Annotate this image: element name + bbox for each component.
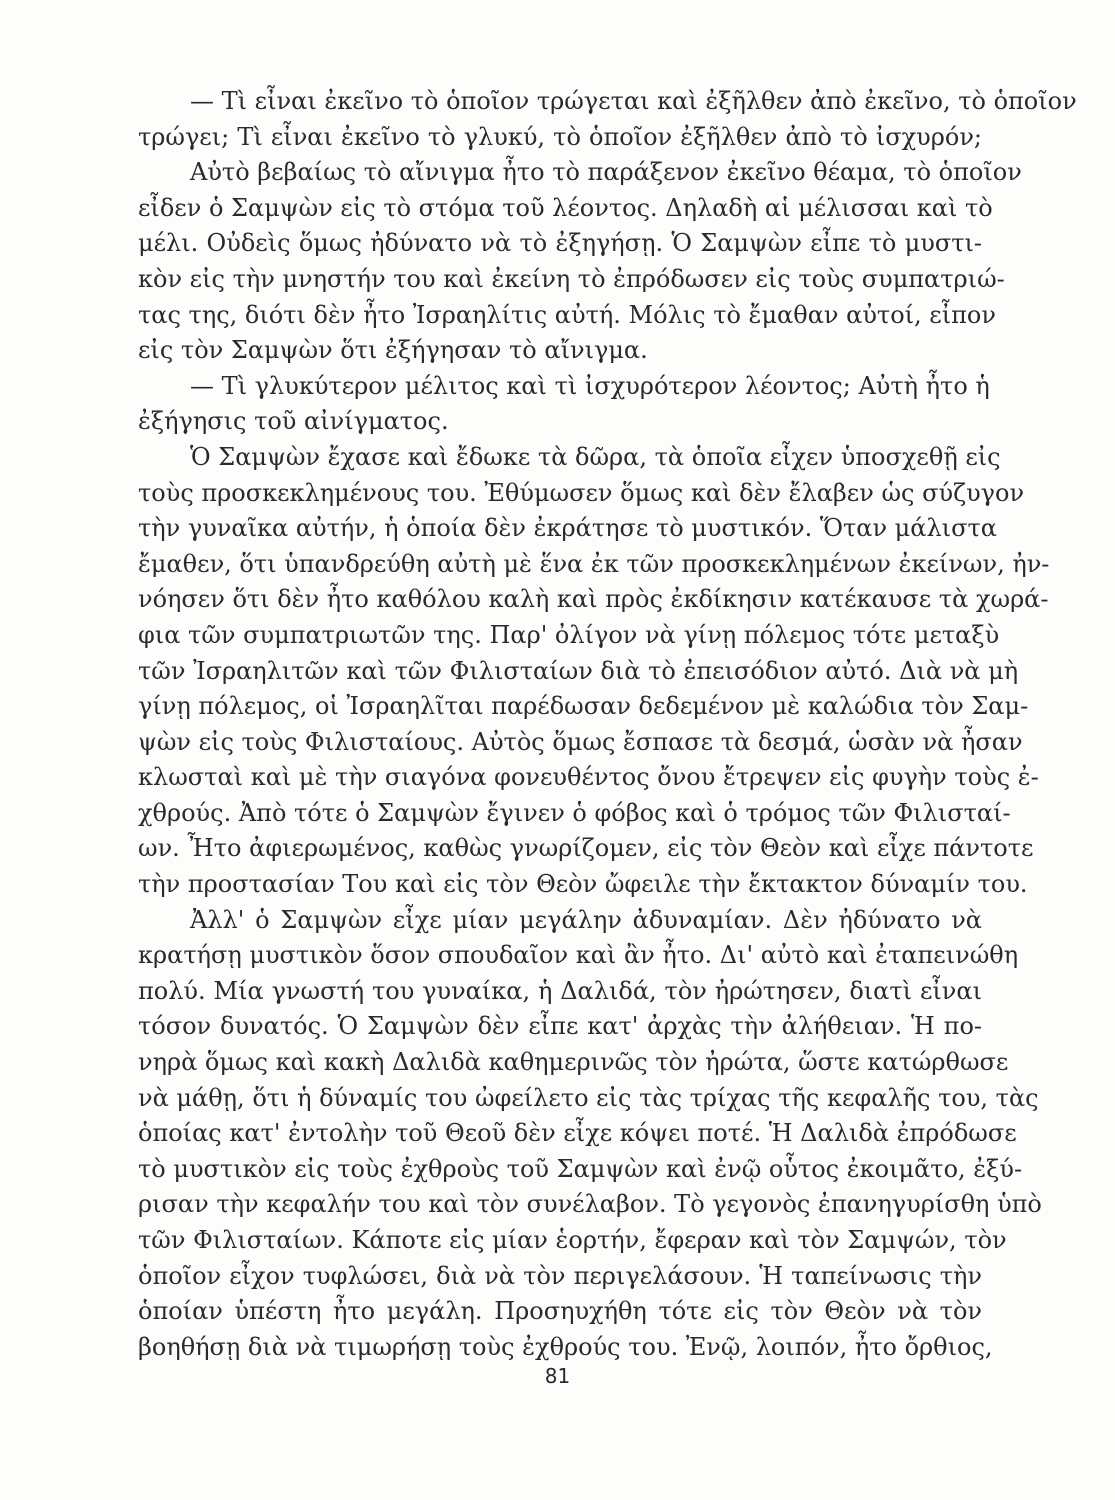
- text-line: ὁποῖον εἶχον τυφλώσει, διὰ νὰ τὸν περιγελάσουν. Ἡ ταπείνωσις τὴν: [138, 1261, 982, 1290]
- text-line: βοηθήσῃ διὰ νὰ τιμωρήσῃ τοὺς ἐχθρούς του. Ἐνῷ, λοιπόν, ἦτο ὄρθιος,: [138, 1332, 993, 1361]
- text-line: ἔμαθεν, ὅτι ὑπανδρεύθη αὐτὴ μὲ ἕνα ἐκ τῶν προσκεκλημένων ἐκείνων, ἠν-: [138, 549, 1050, 578]
- text-line: Ἀλλ' ὁ Σαμψὼν εἶχε μίαν μεγάλην ἀδυναμίαν. Δὲν ἠδύνατο νὰ: [190, 905, 982, 934]
- body-text: [138, 84, 1077, 1365]
- text-line: γίνῃ πόλεμος, οἱ Ἰσραηλῖται παρέδωσαν δεδεμένον μὲ καλώδια τὸν Σαμ-: [138, 692, 1029, 721]
- text-line: τρώγει; Τὶ εἶναι ἐκεῖνο τὸ γλυκύ, τὸ ὁποῖον ἐξῆλθεν ἀπὸ τὸ ἰσχυρόν;: [138, 122, 982, 151]
- text-line: πολύ. Μία γνωστή του γυναίκα, ἡ Δαλιδά, τὸν ἠρώτησεν, διατὶ εἶναι: [138, 976, 982, 1005]
- text-line: τὴν γυναῖκα αὐτήν, ἡ ὁποία δὲν ἐκράτησε τὸ μυστικόν. Ὅταν μάλιστα: [138, 514, 997, 543]
- text-line: — Τὶ εἶναι ἐκεῖνο τὸ ὁποῖον τρώγεται καὶ ἐξῆλθεν ἀπὸ ἐκεῖνο, τὸ ὁποῖον: [190, 87, 1077, 115]
- text-line: ὁποίας κατ' ἐντολὴν τοῦ Θεοῦ δὲν εἶχε κόψει ποτέ. Ἡ Δαλιδὰ ἐπρόδωσε: [138, 1119, 1017, 1148]
- text-line: τοὺς προσκεκλημένους του. Ἐθύμωσεν ὅμως καὶ δὲν ἔλαβεν ὡς σύζυγον: [138, 478, 1025, 507]
- text-line: ρισαν τὴν κεφαλήν του καὶ τὸν συνέλαβον. Τὸ γεγονὸς ἐπανηγυρίσθη ὑπὸ: [138, 1190, 1042, 1219]
- page-number: 81: [544, 1364, 571, 1388]
- text-line: φια τῶν συμπατριωτῶν της. Παρ' ὀλίγον νὰ γίνῃ πόλεμος τότε μεταξὺ: [138, 620, 1000, 649]
- text-line: χθρούς. Ἀπὸ τότε ὁ Σαμψὼν ἔγινεν ὁ φόβος καὶ ὁ τρόμος τῶν Φιλισταί-: [138, 798, 1011, 827]
- text-line: εἰς τὸν Σαμψὼν ὅτι ἐξήγησαν τὸ αἴνιγμα.: [138, 336, 648, 365]
- text-line: ἐξήγησις τοῦ αἰνίγματος.: [138, 407, 449, 436]
- text-line: ὁποίαν ὑπέστη ἦτο μεγάλη. Προσηυχήθη τότε εἰς τὸν Θεὸν νὰ τὸν: [138, 1297, 982, 1326]
- text-line: τῶν Φιλισταίων. Κάποτε εἰς μίαν ἑορτήν, ἔφεραν καὶ τὸν Σαμψών, τὸν: [138, 1226, 1007, 1254]
- text-line: τόσον δυνατός. Ὁ Σαμψὼν δὲν εἶπε κατ' ἀρχὰς τὴν ἀλήθειαν. Ἡ πο-: [138, 1012, 982, 1041]
- text-line: εἶδεν ὁ Σαμψὼν εἰς τὸ στόμα τοῦ λέοντος. Δηλαδὴ αἱ μέλισσαι καὶ τὸ: [138, 193, 993, 222]
- text-line: νηρὰ ὅμως καὶ κακὴ Δαλιδὰ καθημερινῶς τὸν ἠρώτα, ὥστε κατώρθωσε: [138, 1048, 1009, 1077]
- text-line: κρατήσῃ μυστικὸν ὅσον σπουδαῖον καὶ ἂν ἦτο. Δι' αὐτὸ καὶ ἐταπεινώθη: [138, 941, 1019, 970]
- text-line: — Τὶ γλυκύτερον μέλιτος καὶ τὶ ἰσχυρότερον λέοντος; Αὐτὴ ἦτο ἡ: [190, 371, 990, 400]
- text-line: κλωσταὶ καὶ μὲ τὴν σιαγόνα φονευθέντος ὄνου ἔτρεψεν εἰς φυγὴν τοὺς ἐ-: [138, 763, 1039, 792]
- text-line: τὴν προστασίαν Του καὶ εἰς τὸν Θεὸν ὤφειλε τὴν ἔκτακτον δύναμίν του.: [138, 870, 1028, 899]
- text-line: τῶν Ἰσραηλιτῶν καὶ τῶν Φιλισταίων διὰ τὸ ἐπεισόδιον αὐτό. Διὰ νὰ μὴ: [138, 656, 1019, 685]
- text-line: νόησεν ὅτι δὲν ἦτο καθόλου καλὴ καὶ πρὸς ἐκδίκησιν κατέκαυσε τὰ χωρά-: [138, 585, 1049, 614]
- text-line: τὸ μυστικὸν εἰς τοὺς ἐχθροὺς τοῦ Σαμψὼν καὶ ἐνῷ οὗτος ἐκοιμᾶτο, ἐξύ-: [138, 1154, 1023, 1183]
- text-line: Αὐτὸ βεβαίως τὸ αἴνιγμα ἦτο τὸ παράξενον ἐκεῖνο θέαμα, τὸ ὁποῖον: [190, 158, 1022, 187]
- text-line: τας της, διότι δὲν ἦτο Ἰσραηλίτις αὐτή. Μόλις τὸ ἔμαθαν αὐτοί, εἶπον: [138, 300, 996, 329]
- text-line: ων. Ἦτο ἀφιερωμένος, καθὼς γνωρίζομεν, εἰς τὸν Θεὸν καὶ εἶχε πάντοτε: [138, 834, 1034, 863]
- text-line: ψὼν εἰς τοὺς Φιλισταίους. Αὐτὸς ὅμως ἔσπασε τὰ δεσμά, ὡσὰν νὰ ἦσαν: [138, 727, 1023, 756]
- text-line: νὰ μάθῃ, ὅτι ἡ δύναμίς του ὠφείλετο εἰς τὰς τρίχας τῆς κεφαλῆς του, τὰς: [138, 1083, 1039, 1112]
- text-line: κὸν εἰς τὴν μνηστήν του καὶ ἐκείνη τὸ ἐπρόδωσεν εἰς τοὺς συμπατριώ-: [138, 264, 1005, 293]
- text-line: Ὁ Σαμψὼν ἔχασε καὶ ἔδωκε τὰ δῶρα, τὰ ὁποῖα εἶχεν ὑποσχεθῇ εἰς: [190, 442, 1001, 471]
- text-line: μέλι. Οὐδεὶς ὅμως ἠδύνατο νὰ τὸ ἐξηγήσῃ. Ὁ Σαμψὼν εἶπε τὸ μυστι-: [138, 229, 982, 258]
